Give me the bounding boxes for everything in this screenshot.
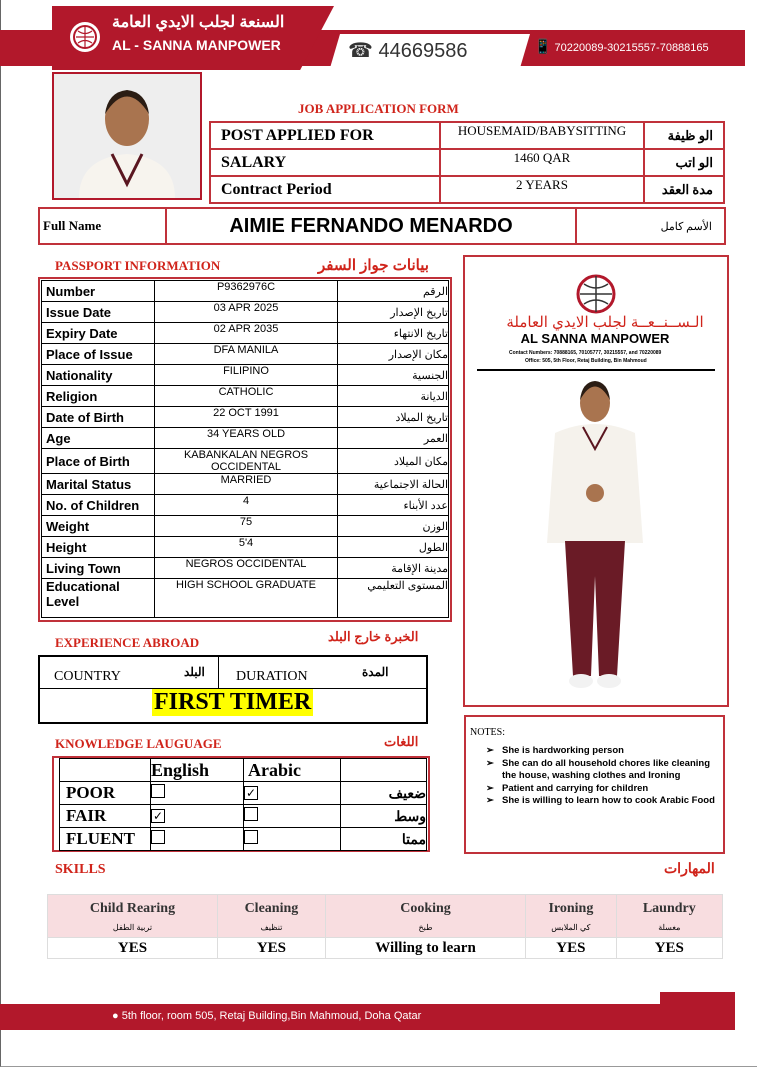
passport-section-title: PASSPORT INFORMATION [55,258,221,273]
language-section-title-arabic: اللغات [384,734,419,749]
passport-field-label: Place of Birth [42,449,155,474]
passport-field-label: Height [42,537,155,558]
skill-value: YES [48,938,218,959]
footer-address [112,1010,421,1022]
english-column-header: English [151,759,244,782]
contract-value: 2 YEARS [440,176,644,203]
passport-row [42,516,449,537]
skill-name: Laundry [642,900,696,916]
passport-row [42,302,449,323]
passport-field-label: Marital Status [42,474,155,495]
skill-value: YES [217,938,325,959]
phone-text: 44669586 [378,40,468,62]
passport-field-label: Weight [42,516,155,537]
fullname-value: AIMIE FERNANDO MENARDO [166,208,576,244]
passport-field-value: KABANKALAN NEGROS OCCIDENTAL [155,449,338,474]
passport-field-value: 34 YEARS OLD [155,428,338,449]
footer-address-text: 5th floor, room 505, Retaj Building,Bin Mahmoud, Doha Qatar [121,1010,422,1022]
skill-header-cell [526,895,616,938]
passport-field-value: 75 [155,516,338,537]
country-label: COUNTRY [54,669,121,684]
company-name-arabic: السنعة لجلب الايدي العامة [112,14,285,31]
note-text: She can do all household chores like cleaning the house, washing clothes and Ironing [502,757,710,781]
salary-label: SALARY [210,149,440,176]
passport-field-arabic: الديانة [338,386,449,407]
passport-field-label: Nationality [42,365,155,386]
language-table [59,758,427,851]
note-item [486,758,718,783]
skill-name-arabic: كي الملابس [551,922,591,932]
form-title: JOB APPLICATION FORM [298,101,459,116]
card-brand-english: AL SANNA MANPOWER [520,331,670,346]
note-text: She is hardworking person [502,745,624,756]
note-text: She is willing to learn how to cook Arabic Food [502,795,715,806]
duration-label-arabic: المدة [362,665,389,679]
skill-header-cell [217,895,325,938]
passport-field-arabic: المستوى التعليمي [338,579,449,618]
fullname-arabic: الأسم كامل [576,208,725,244]
skills-value-row [48,938,723,959]
language-corner [60,759,151,782]
passport-field-value: 03 APR 2025 [155,302,338,323]
passport-field-arabic: العمر [338,428,449,449]
passport-table [41,280,449,618]
skill-name-arabic: تربية الطفل [112,922,153,932]
passport-row [42,344,449,365]
skills-section-title: SKILLS [55,862,106,877]
passport-field-arabic: الجنسية [338,365,449,386]
company-logo-icon [70,22,100,52]
passport-field-arabic: الرقم [338,281,449,302]
passport-row [42,428,449,449]
passport-field-label: Place of Issue [42,344,155,365]
experience-value: FIRST TIMER [154,689,312,715]
skill-value: YES [616,938,722,959]
mobile-icon: 📱 [534,38,552,54]
passport-row [42,474,449,495]
passport-field-value: DFA MANILA [155,344,338,365]
language-section-title: KNOWLEDGE LAUGUAGE [55,736,222,751]
skill-name: Ironing [548,900,594,916]
skill-header-cell [48,895,218,938]
skill-name-arabic: طبخ [418,922,433,932]
skill-name-arabic: مغسلة [658,922,681,932]
passport-field-value: NEGROS OCCIDENTAL [155,558,338,579]
salary-value: 1460 QAR [440,149,644,176]
passport-field-value: 02 APR 2035 [155,323,338,344]
skills-section-title-arabic: المهارات [664,860,715,876]
note-item [486,745,718,758]
full-body-photo [525,373,665,703]
contact-text: 70220089-30215557-70888165 [554,42,709,54]
passport-row [42,537,449,558]
passport-field-label: Living Town [42,558,155,579]
contract-label: Contract Period [210,176,440,203]
notes-box [464,715,725,854]
english-checkbox[interactable] [151,784,165,798]
arabic-column-header: Arabic [244,759,341,782]
skill-header-cell [616,895,722,938]
language-row [60,782,427,805]
language-row [60,828,427,851]
note-item [486,783,718,796]
fullname-label: Full Name [39,208,166,244]
passport-row [42,281,449,302]
post-label: POST APPLIED FOR [210,122,440,149]
applicant-photo [52,72,202,200]
skill-value: YES [526,938,616,959]
post-row [210,149,724,176]
language-row [60,805,427,828]
passport-row [42,386,449,407]
post-arabic: الو ظيفة [644,122,724,149]
passport-field-value: P9362976C [155,281,338,302]
post-value: HOUSEMAID/BABYSITTING [440,122,644,149]
experience-section-title: EXPERIENCE ABROAD [55,635,200,650]
post-row [210,176,724,203]
experience-section-title-arabic: الخبرة خارج البلد [328,629,419,644]
notes-list [486,745,718,808]
post-row [210,122,724,149]
passport-field-arabic: الوزن [338,516,449,537]
passport-field-label: Age [42,428,155,449]
skill-value: Willing to learn [325,938,525,959]
salary-arabic: الو اتب [644,149,724,176]
passport-field-arabic: مكان الإصدار [338,344,449,365]
language-level-arabic: ضعيف [341,782,427,805]
card-logo-icon [575,273,617,315]
passport-row [42,579,449,618]
note-item [486,795,718,808]
duration-label: DURATION [236,669,308,684]
arrow-bullet-icon: ➢ [486,782,494,794]
language-level: POOR [60,782,151,805]
arabic-checkbox[interactable] [244,807,258,821]
passport-row [42,558,449,579]
passport-field-arabic: مكان الميلاد [338,449,449,474]
passport-field-label: Date of Birth [42,407,155,428]
passport-field-value: MARRIED [155,474,338,495]
card-divider [477,369,715,371]
passport-section-title-arabic: بيانات جواز السفر [318,257,429,274]
arrow-bullet-icon: ➢ [486,745,494,756]
arabic-checkbox[interactable] [244,830,258,844]
skill-header-cell [325,895,525,938]
language-level-arabic: ممتا [341,828,427,851]
english-checkbox[interactable]: ✓ [152,809,164,823]
passport-field-arabic: الحالة الاجتماعية [338,474,449,495]
company-name-english: AL - SANNA MANPOWER [112,37,281,53]
experience-box [38,655,428,724]
skill-name: Cooking [400,900,451,916]
passport-field-value: 4 [155,495,338,516]
passport-row [42,323,449,344]
passport-row [42,407,449,428]
passport-row [42,495,449,516]
skill-name-arabic: تنظيف [260,922,283,932]
phone-icon: ☎ [348,40,373,62]
passport-field-value: 5'4 [155,537,338,558]
passport-field-value: FILIPINO [155,365,338,386]
arabic-checkbox[interactable]: ✓ [245,786,257,800]
passport-field-value: HIGH SCHOOL GRADUATE [155,579,338,618]
post-table [209,121,725,204]
english-checkbox[interactable] [151,830,165,844]
passport-field-label: Issue Date [42,302,155,323]
passport-field-label: Educational Level [42,579,155,618]
passport-field-value: CATHOLIC [155,386,338,407]
skill-name: Child Rearing [89,900,176,916]
full-body-photo-card [463,255,729,707]
fullname-table [38,207,726,245]
contact-numbers [534,38,709,55]
passport-field-arabic: تاريخ الميلاد [338,407,449,428]
language-header-row [60,759,427,782]
passport-field-arabic: مدينة الإقامة [338,558,449,579]
passport-field-label: Religion [42,386,155,407]
passport-row [42,365,449,386]
passport-field-label: Expiry Date [42,323,155,344]
skill-name: Cleaning [244,900,299,916]
passport-field-arabic: عدد الأبناء [338,495,449,516]
language-level: FAIR [60,805,151,828]
passport-row [42,449,449,474]
contract-arabic: مدة العقد [644,176,724,203]
note-text: Patient and carrying for children [502,782,649,794]
skills-name-row [48,895,723,938]
language-arabic-header [341,759,427,782]
notes-label: NOTES: [470,727,505,738]
language-level: FLUENT [60,828,151,851]
card-office: Office: 505, 5th Floor, Retaj Building, Bin Mahmoud [525,358,647,364]
location-pin-icon: ● [112,1010,119,1022]
experience-col-divider [218,657,219,689]
passport-field-arabic: تاريخ الانتهاء [338,323,449,344]
passport-field-value: 22 OCT 1991 [155,407,338,428]
passport-field-arabic: الطول [338,537,449,558]
phone-number [348,38,467,63]
arrow-bullet-icon: ➢ [486,757,494,769]
card-contact: Contact Numbers: 70888165, 70105777, 30215557, and 70220089 [509,350,662,356]
passport-field-arabic: تاريخ الإصدار [338,302,449,323]
language-level-arabic: وسط [341,805,427,828]
arrow-bullet-icon: ➢ [486,795,494,806]
passport-field-label: No. of Children [42,495,155,516]
card-brand-arabic: الـســنــعــة لجلب الايدي العاملة [506,314,704,331]
passport-field-label: Number [42,281,155,302]
skills-table [47,894,723,959]
country-label-arabic: البلد [184,665,205,679]
